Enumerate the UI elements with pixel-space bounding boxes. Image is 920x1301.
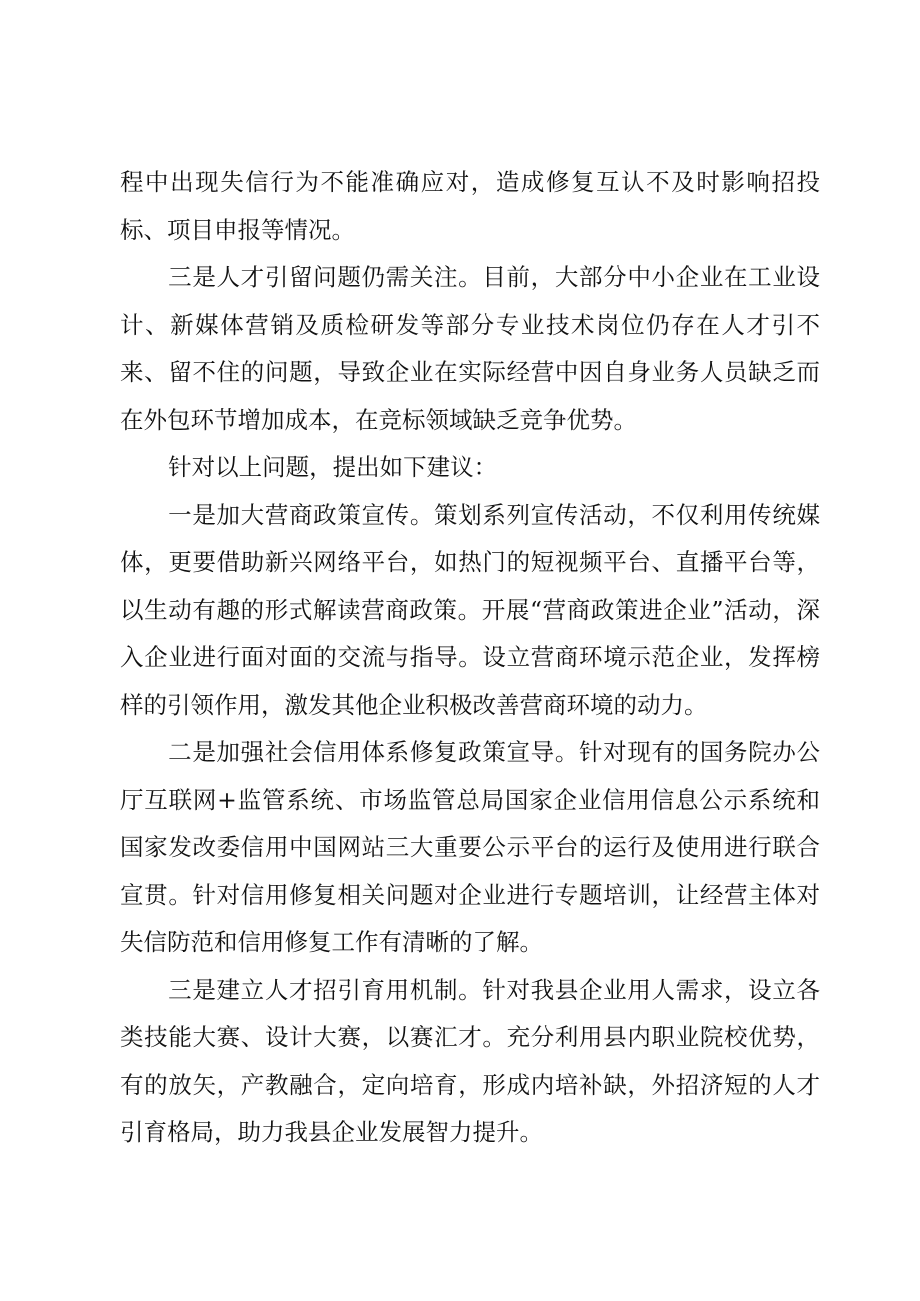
paragraph-suggestion-2: 二是加强社会信用体系修复政策宣导。针对现有的国务院办公厅互联网+监管系统、市场监管总局国家企业信用信息公示系统和国家发改委信用中国网站三大重要公示平台的运行及使用进行联合宣贯。针对信用修复相关问题对企业进行专题培训，让经营主体对失信防范和信用修复工作有清晰的了解。 [120, 738, 820, 956]
paragraph-suggestions-intro: 针对以上问题，提出如下建议： [168, 453, 498, 481]
paragraph-suggestion-3: 三是建立人才招引育用机制。针对我县企业用人需求，设立各类技能大赛、设计大赛，以赛汇才。充分利用县内职业院校优势，有的放矢，产教融合，定向培育，形成内培补缺，外招济短的人才引育格局，助力我县企业发展智力提升。 [120, 975, 820, 1146]
paragraph-continuation: 程中出现失信行为不能准确应对，造成修复互认不及时影响招投标、项目申报等情况。 [120, 168, 820, 244]
document-body [120, 159, 820, 1157]
paragraph-suggestion-1: 一是加大营商政策宣传。策划系列宣传活动，不仅利用传统媒体，更要借助新兴网络平台，如热门的短视频平台、直播平台等，以生动有趣的形式解读营商政策。开展“营商政策进企业”活动，深入企业进行面对面的交流与指导。设立营商环境示范企业，发挥榜样的引领作用，激发其他企业积极改善营商环境的动力。 [120, 500, 820, 719]
paragraph-talent-issue: 三是人才引留问题仍需关注。目前，大部分中小企业在工业设计、新媒体营销及质检研发等部分专业技术岗位仍存在人才引不来、留不住的问题，导致企业在实际经营中因自身业务人员缺乏而在外包环节增加成本，在竞标领域缺乏竞争优势。 [120, 263, 820, 434]
